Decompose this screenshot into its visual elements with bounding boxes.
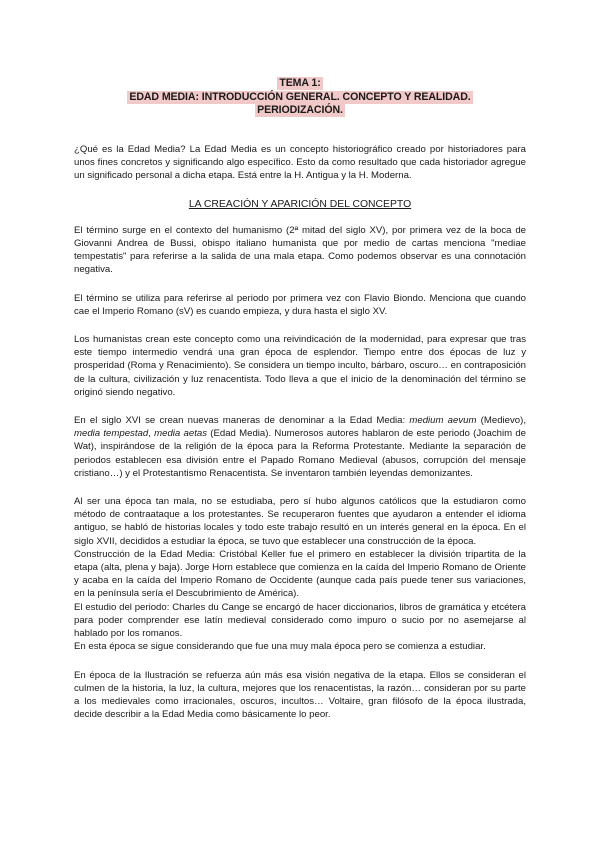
paragraph-ilustracion: En época de la Ilustración se refuerza aún más esa visión negativa de la etapa. Ellos se consideran el culmen de la historia, la luz, la cultura, mejores que los renacentistas, la razón… consideran por su parte a los medievales como irracionales, oscuros, incultos… Voltaire, gran filósofo de la época ilustrada, decide describir a la Edad Media como básicamente lo peor.: [74, 669, 526, 721]
document-body: [74, 143, 526, 736]
term-media-aetas: media aetas: [154, 428, 208, 440]
title-block: [0, 73, 600, 114]
paragraph-catholic-study: Al ser una época tan mala, no se estudiaba, pero sí hubo algunos católicos que la estudiaron como método de contraataque a los protestantes. Se recuperaron fuentes que ayudaron a entender el idioma antiguo, se habló de historias locales y todo este trabajo resultó en un interés general en la época. En el siglo XVII, decididos a estudiar la época, se tuvo que establecer una construcción de la época.: [74, 496, 526, 547]
intro-paragraph: ¿Qué es la Edad Media? La Edad Media es un concepto historiográfico creado por historiadores para unos fines concretos y significando algo específico. Esto da como resultado que cada historiador agregue un significado personal a dicha etapa. Está entre la H. Antigua y la H. Moderna.: [74, 144, 526, 182]
document-title-line2: PERIODIZACIÓN.: [257, 104, 343, 116]
paragraph-construction: Construcción de la Edad Media: Cristóbal Keller fue el primero en establecer la división tripartita de la etapa (alta, plena y baja). Jorge Horn establece que comienza en la caída del Imperio Romano de Oriente y acaba en la caída del Imperio Romano de Occidente (aunque cada país puede tener sus variaciones, en la península sería el Descubrimiento de América).: [74, 548, 526, 600]
tema-label: TEMA 1:: [279, 77, 321, 89]
document-title-line1: EDAD MEDIA: INTRODUCCIÓN GENERAL. CONCEPTO Y REALIDAD.: [129, 90, 471, 103]
term-media-tempestad: media tempestad: [74, 428, 149, 440]
paragraph-siglo-xvi: En el siglo XVI se crean nuevas maneras de denominar a la Edad Media: medium aevum (Medievo), media tempestad, media aetas (Edad Media). Numerosos autores hablaron de este periodo (Joachim de Wat), inspirándose de la religión de la época para la Reforma Protestante. Mediante la separación de periodos establecen esa división entre el Papado Romano Medieval (abusos, corrupción del mensaje cristiano…) y el Protestantismo Renacentista. Se inventaron también leyendas demonizantes.: [74, 415, 527, 479]
paragraph-humanists: Los humanistas crean este concepto como una reivindicación de la modernidad, para expresar que tras este tiempo intermedio vendrá una gran época de esplendor. Tiempo entre dos épocas de luz y prosperidad (Roma y Renacimiento). Se considera un tiempo inculto, bárbaro, oscuro… en contraposición de la cultura, civilización y luz renacentista. Todo lleva a que el inicio de la denominación del término se originó siendo negativo.: [74, 334, 526, 398]
section-title: LA CREACIÓN Y APARICIÓN DEL CONCEPTO: [188, 198, 412, 210]
paragraph-origin: El término surge en el contexto del humanismo (2ª mitad del siglo XV), por primera vez de la boca de Giovanni Andrea de Bussi, obispo italiano humanista que por medio de cartas menciona "mediae tempestatis" para referirse a la salida de una mala etapa. Como podemos observar es una connotación negativa.: [74, 224, 526, 276]
paragraph-biondo: El término se utiliza para referirse al periodo por primera vez con Flavio Biondo. Menciona que cuando cae el Imperio Romano (sV) es cuando empieza, y dura hasta el siglo XV.: [74, 292, 526, 317]
paragraph-still-bad: En esta época se sigue considerando que fue una muy mala época pero se comienza a estudiar.: [74, 641, 486, 653]
term-medium-aevum: medium aevum: [409, 415, 477, 427]
paragraph-du-cange: El estudio del periodo: Charles du Cange se encargó de hacer diccionarios, libros de gramática y etcétera para poder comprender ese latín medieval considerado como impuro o sucio por no asemejarse al hablado por los romanos.: [74, 601, 526, 640]
